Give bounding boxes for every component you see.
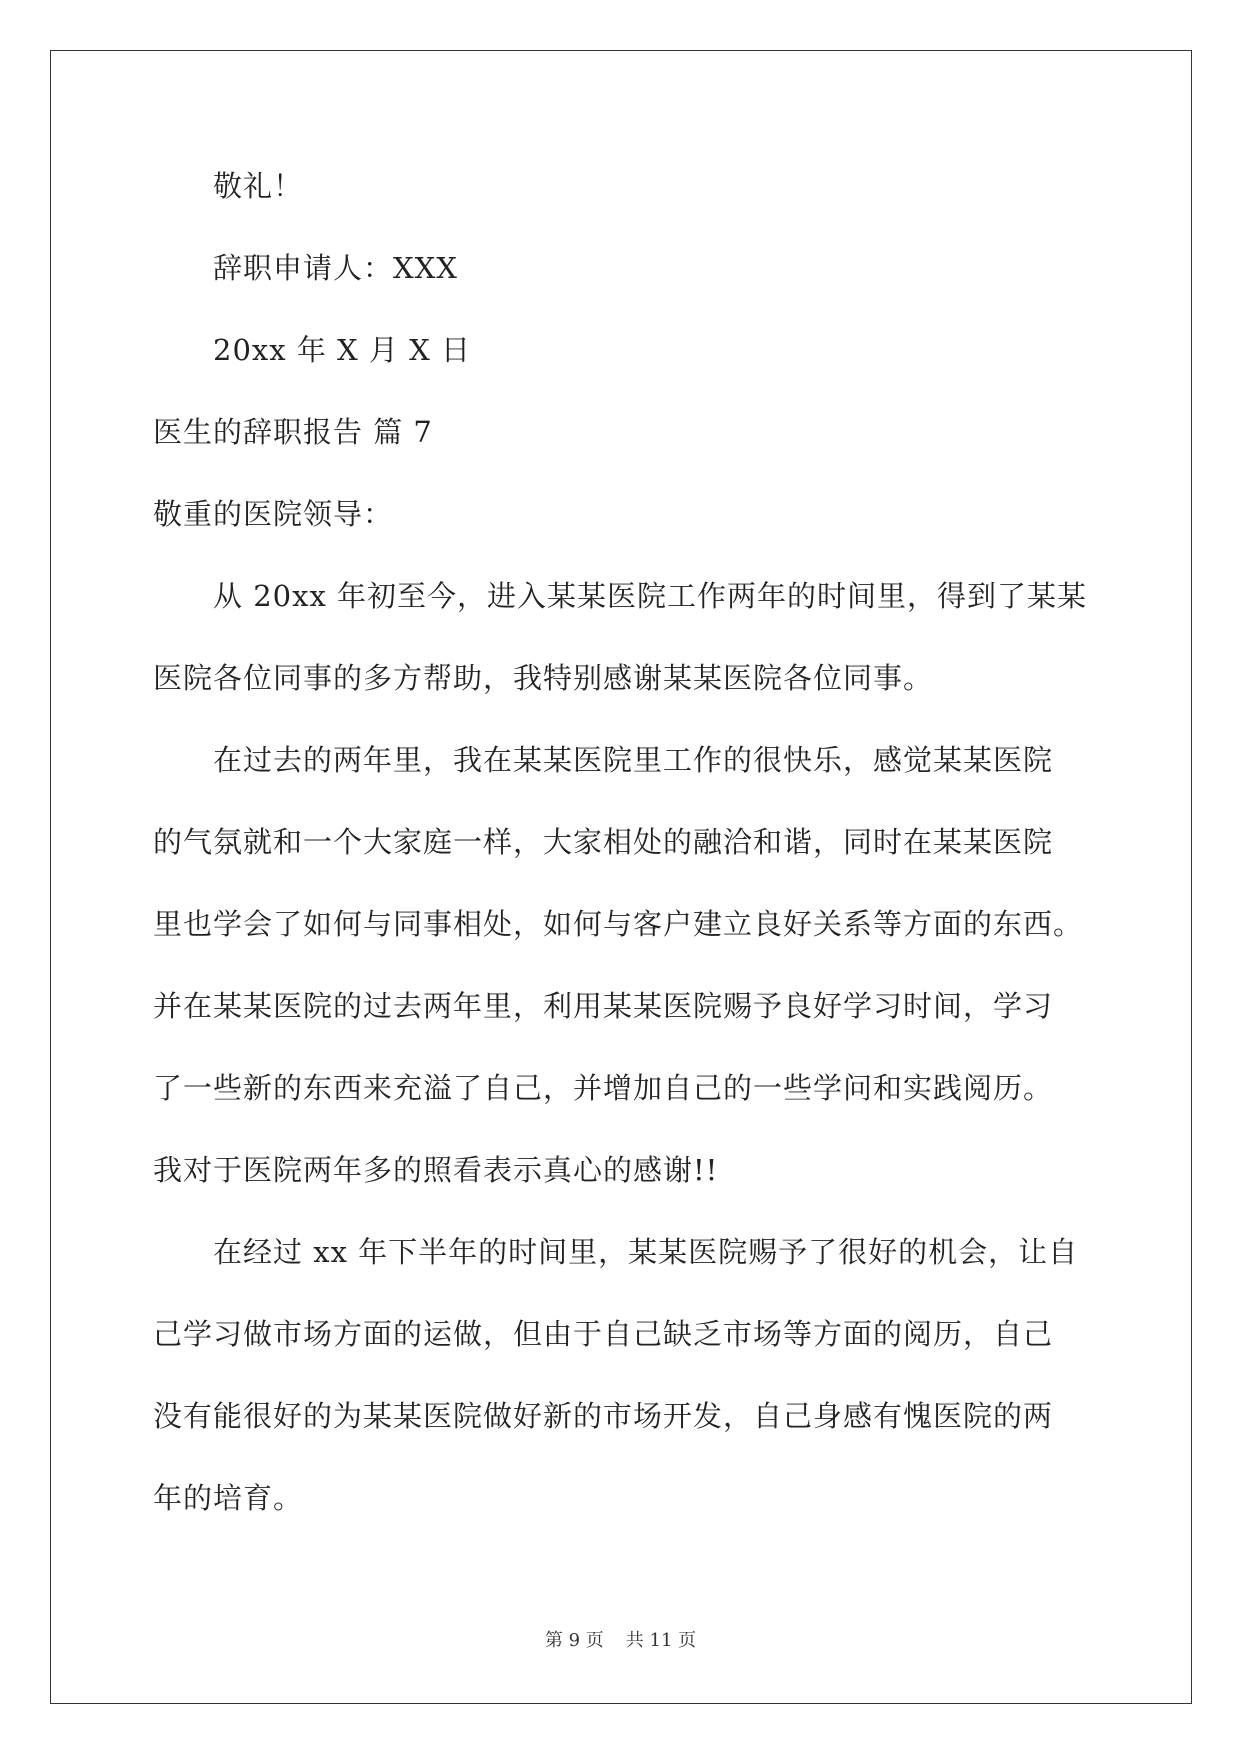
greeting: 敬重的医院领导： [153, 497, 394, 531]
paragraph-line: 在经过 xx 年下半年的时间里，某某医院赐予了很好的机会，让自 [153, 1235, 1079, 1269]
paragraph-line: 从 20xx 年初至今，进入某某医院工作两年的时间里，得到了某某 [153, 579, 1088, 613]
section-title: 医生的辞职报告 篇 7 [153, 415, 433, 449]
page-footer [0, 1626, 1241, 1652]
paragraph-line: 的气氛就和一个大家庭一样，大家相处的融洽和谐，同时在某某医院 [153, 825, 1054, 859]
paragraph-line: 没有能很好的为某某医院做好新的市场开发，自己身感有愧医院的两 [153, 1399, 1054, 1433]
page-number-current: 第 9 页 [544, 1630, 604, 1651]
paragraph-line: 医院各位同事的多方帮助，我特别感谢某某医院各位同事。 [153, 661, 934, 695]
paragraph-line: 我对于医院两年多的照看表示真心的感谢!! [153, 1153, 719, 1187]
paragraph-line: 并在某某医院的过去两年里，利用某某医院赐予良好学习时间，学习 [153, 989, 1054, 1023]
document-body [153, 166, 1093, 1519]
paragraph-line: 在过去的两年里，我在某某医院里工作的很快乐，感觉某某医院 [153, 743, 1054, 777]
closing-salutation: 敬礼！ [153, 169, 304, 203]
paragraph-line: 里也学会了如何与同事相处，如何与客户建立良好关系等方面的东西。 [153, 907, 1084, 941]
paragraph-line: 己学习做市场方面的运做，但由于自己缺乏市场等方面的阅历，自己 [153, 1317, 1054, 1351]
paragraph-line: 年的培育。 [153, 1481, 304, 1515]
date-line: 20xx 年 X 月 X 日 [153, 333, 471, 367]
page-number-total: 共 11 页 [625, 1630, 697, 1651]
signature-line: 辞职申请人：XXX [153, 251, 458, 285]
paragraph-line: 了一些新的东西来充溢了自己，并增加自己的一些学问和实践阅历。 [153, 1071, 1054, 1105]
